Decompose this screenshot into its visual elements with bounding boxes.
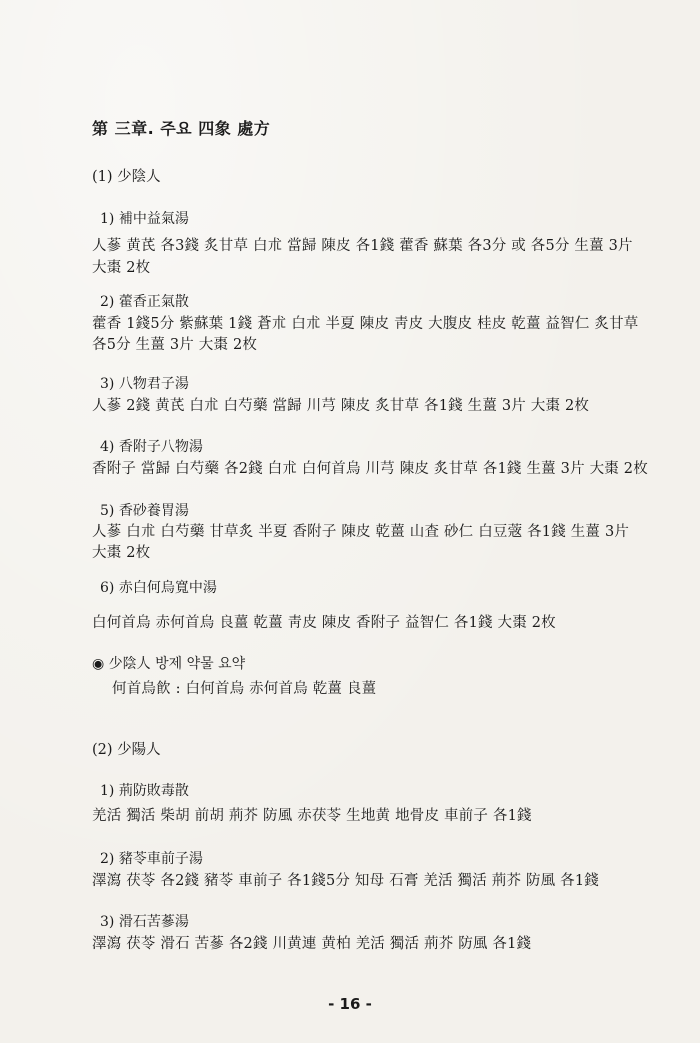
section-heading: (2) 少陽人 [92, 742, 161, 758]
prescription-ingredients: 人蔘 2錢 黄芪 白朮 白芍藥 當歸 川芎 陳皮 炙甘草 各1錢 生薑 3片 大棗 2枚 [92, 398, 590, 414]
prescription-name: 4) 香附子八物湯 [100, 439, 203, 455]
chapter-title: 第 三章. 주요 四象 處方 [92, 119, 271, 138]
prescription-ingredients: 大棗 2枚 [92, 545, 151, 561]
prescription-name: 3) 八物君子湯 [100, 376, 189, 392]
prescription-ingredients: 白何首烏 赤何首烏 良薑 乾薑 靑皮 陳皮 香附子 益智仁 各1錢 大棗 2枚 [92, 615, 556, 631]
prescription-name: 2) 豬苓車前子湯 [100, 851, 203, 867]
prescription-ingredients: 藿香 1錢5分 紫蘇葉 1錢 蒼朮 白朮 半夏 陳皮 靑皮 大腹皮 桂皮 乾薑 益智仁 炙甘草 [92, 316, 639, 332]
prescription-ingredients: 澤瀉 茯苓 各2錢 豬苓 車前子 各1錢5分 知母 石膏 羌活 獨活 荊芥 防風 各1錢 [92, 873, 600, 889]
prescription-name: 1) 荊防敗毒散 [100, 783, 189, 799]
prescription-ingredients: 各5分 生薑 3片 大棗 2枚 [92, 337, 258, 353]
prescription-ingredients: 羌活 獨活 柴胡 前胡 荊芥 防風 赤茯苓 生地黄 地骨皮 車前子 各1錢 [92, 808, 532, 824]
prescription-ingredients: 人蔘 黄芪 各3錢 炙甘草 白朮 當歸 陳皮 各1錢 藿香 蘇葉 各3分 或 各5分 生薑 3片 [92, 238, 633, 254]
prescription-ingredients: 大棗 2枚 [92, 260, 151, 276]
prescription-name: 6) 赤白何烏寬中湯 [100, 580, 217, 596]
prescription-ingredients: 人蔘 白朮 白芍藥 甘草炙 半夏 香附子 陳皮 乾薑 山査 砂仁 白豆蔲 各1錢 生薑 3片 [92, 524, 630, 540]
prescription-name: 2) 藿香正氣散 [100, 294, 189, 310]
summary-line: 何首烏飮 : 白何首烏 赤何首烏 乾薑 良薑 [112, 681, 377, 697]
prescription-name: 3) 滑石苦蔘湯 [100, 914, 189, 930]
prescription-name: 1) 補中益氣湯 [100, 211, 189, 227]
prescription-name: 5) 香砂養胃湯 [100, 503, 189, 519]
section-heading: (1) 少陰人 [92, 169, 161, 185]
prescription-ingredients: 澤瀉 茯苓 滑石 苦蔘 各2錢 川黄連 黄柏 羌活 獨活 荊芥 防風 各1錢 [92, 936, 532, 952]
page-number: - 16 - [328, 995, 372, 1013]
summary-heading: ◉ 少陰人 방제 약물 요약 [92, 656, 246, 672]
prescription-ingredients: 香附子 當歸 白芍藥 各2錢 白朮 白何首烏 川芎 陳皮 炙甘草 各1錢 生薑 3片 大棗 2枚 [92, 461, 648, 477]
